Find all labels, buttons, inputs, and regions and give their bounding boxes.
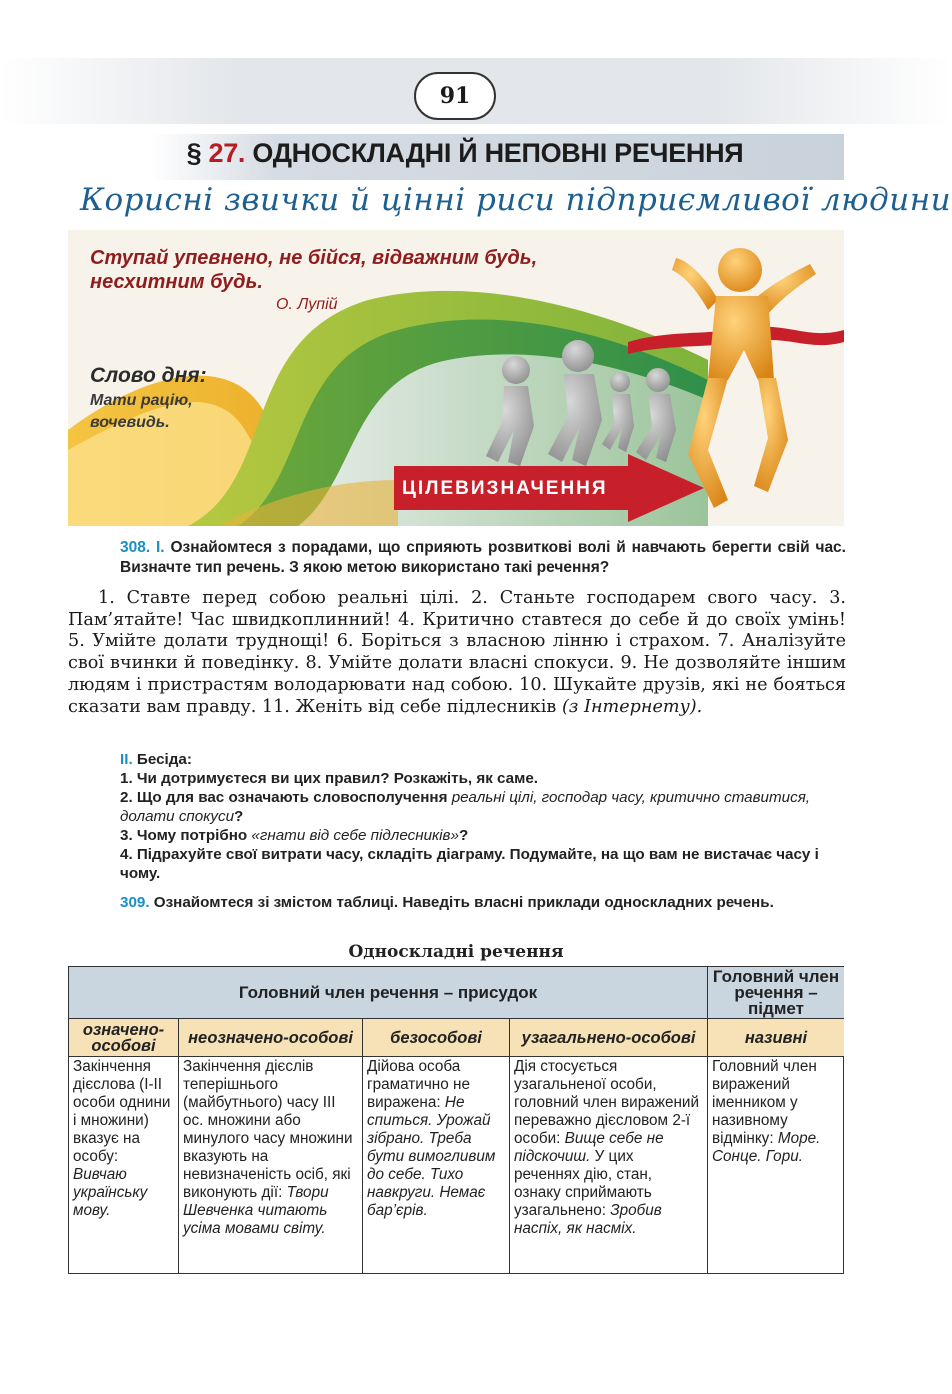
illustration-banner	[68, 230, 844, 526]
task-308-instruction	[120, 538, 846, 578]
col-5-body	[708, 1057, 844, 1273]
col-4-text: Дія стосується узагальненої особи, головний член виражений переважно дієсловом 2-ї особи:	[514, 1058, 699, 1147]
col-3-example: Не спиться. Урожай зібрано. Треба бути вимогливим до себе. Тихо навкруги. Немає бар’єрів.	[367, 1094, 496, 1219]
arrow-label: ЦІЛЕВИЗНАЧЕННЯ	[402, 478, 608, 499]
question-2-end: ?	[234, 808, 244, 825]
col-4-title: узагальнено-особові	[510, 1019, 708, 1057]
col-1-text: Закінчення дієслова (І-ІІ особи однини і множини) вказує на особу:	[73, 1058, 171, 1165]
col-2-example: Твори Шевченка читають усіма мовами світу.	[183, 1184, 329, 1237]
section-sign: §	[186, 138, 202, 168]
task-309-text: Ознайомтеся зі змістом таблиці. Наведіть власні приклади односкладних речень.	[153, 894, 774, 911]
one-member-sentences-table	[68, 966, 844, 1274]
part-2-title: Бесіда:	[136, 751, 192, 768]
task-309-instruction	[120, 893, 850, 912]
col-2-text: Закінчення дієслів теперішнього (майбутнього) часу ІІІ ос. множини або минулого часу множини вказують на невизначеність осіб, які виконують дії:	[183, 1058, 353, 1201]
col-1-title: означено-особові	[69, 1019, 179, 1057]
question-1: 1. Чи дотримуєтеся ви цих правил? Розкажіть, як саме.	[120, 770, 539, 787]
col-3-title: безособові	[363, 1019, 510, 1057]
question-3-end: ?	[458, 827, 469, 844]
conversation-block	[120, 750, 850, 912]
col-3-text: Дійова особа граматично не виражена:	[367, 1058, 470, 1111]
epigraph-author: О. Лупій	[276, 296, 338, 313]
col-4-example: Вище себе не підскочиш.	[514, 1130, 664, 1165]
col-4-body	[510, 1057, 708, 1273]
col-2-title: неозначено-особові	[179, 1019, 363, 1057]
question-2-phrases: реальні цілі, господар часу, критично ставитися, долати спокуси	[120, 789, 811, 825]
table-caption: Односкладні речення	[348, 942, 564, 962]
exercise-sentences: 1. Ставте перед собою реальні цілі. 2. Станьте господарем свого часу. 3. Пам’ятайте! Час швидкоплинний! 4. Критично ставтеся до себе й до своїх умінь! 5. Умійте долати труднощі! 6. Боріться з власною лінню і страхом. 7. Аналізуйте свої вчинки й поведінку. 8. Умійте долати власні спокуси. 9. Не дозволяйте іншим людям і пристрастям володарювати над собою. 10. Шукайте друзів, які не бояться сказати вам правду. 11. Женіть від себе підлесників	[68, 588, 846, 717]
section-title	[160, 138, 770, 169]
exercise-source: (з Інтернету).	[561, 696, 703, 717]
exercise-text	[68, 588, 846, 718]
question-2-text: 2. Що для вас означають словосполучення	[120, 789, 448, 806]
section-title-text: ОДНОСКЛАДНІ Й НЕПОВНІ РЕЧЕННЯ	[252, 138, 744, 168]
col-1-body	[69, 1057, 179, 1273]
col-5-example: Море. Сонце. Гори.	[712, 1130, 821, 1165]
part-2-number: ІІ.	[120, 751, 133, 768]
page-number: 91	[414, 72, 496, 120]
question-3-text: 3. Чому потрібно	[120, 827, 248, 844]
question-3	[120, 826, 850, 845]
question-4: 4. Підрахуйте свої витрати часу, складіть діаграму. Подумайте, на що вам не вистачає часу і чому.	[120, 846, 819, 882]
col-5-text: Головний член виражений іменником у називному відмінку:	[712, 1058, 817, 1147]
question-2	[120, 788, 850, 826]
task-308-number: 308. І.	[120, 539, 165, 556]
word-of-day-title: Слово дня:	[90, 364, 207, 387]
col-1-example: Вивчаю українську мову.	[73, 1166, 148, 1219]
question-3-quote: «гнати від себе підлесників»	[251, 827, 459, 844]
section-subtitle: Корисні звички й цінні риси підприємливої людини	[80, 182, 952, 218]
task-308-text: Ознайомтеся з порадами, що сприяють розвиткові волі й навчають берегти свій час. Визначте тип речень. З якою метою використано такі речення?	[120, 539, 846, 576]
header-subject: Головний член речення – підмет	[708, 967, 844, 1019]
task-309-number: 309.	[120, 894, 150, 911]
col-3-body	[363, 1057, 510, 1273]
word-of-day-text: Мати рацію, вочевидь.	[90, 392, 193, 431]
col-4-example-2: Зробив наспіх, як насміх.	[514, 1202, 662, 1237]
epigraph-quote: Ступай упевнено, не бійся, відважним будь, несхитним будь.	[90, 247, 538, 293]
header-predicate: Головний член речення – присудок	[69, 967, 708, 1019]
col-4-text-2: У цих реченнях дію, стан, ознаку сприймають узагальнено:	[514, 1148, 653, 1219]
col-5-title: називні	[708, 1019, 844, 1057]
col-2-body	[179, 1057, 363, 1273]
conversation-heading	[120, 750, 850, 769]
section-number: 27.	[208, 138, 246, 168]
